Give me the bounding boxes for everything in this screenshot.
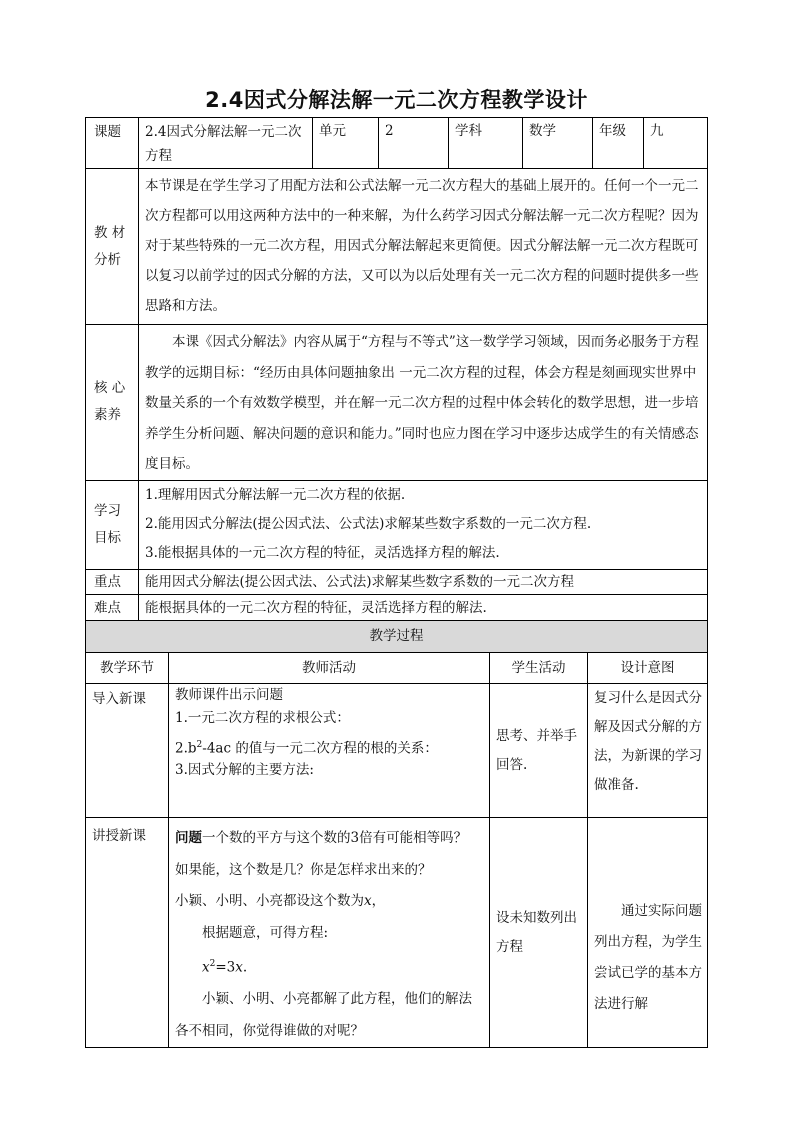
teacher-text: 小颖、小明、小亮都设这个数为 bbox=[175, 893, 364, 909]
core-label-line2: 素养 bbox=[94, 407, 121, 424]
col-header-student: 学生活动 bbox=[490, 653, 588, 684]
topic-value: 2.4因式分解法解一元二次方程 bbox=[139, 118, 313, 169]
variable: x bbox=[364, 893, 372, 909]
col-header-intent: 设计意图 bbox=[588, 653, 708, 684]
teacher-line: 小颖、小明、小亮都解了此方程，他们的解法各不相同，你觉得谁做的对呢？ bbox=[175, 991, 472, 1039]
teacher-text: 2.b bbox=[175, 740, 197, 757]
goals-row bbox=[86, 480, 708, 569]
teacher-activity-intro bbox=[169, 684, 490, 818]
teacher-line: 3.因式分解的主要方法: bbox=[175, 761, 314, 778]
key-text: 能用因式分解法(提公因式法、公式法)求解某些数字系数的一元二次方程 bbox=[139, 569, 708, 594]
process-row-intro bbox=[86, 684, 708, 818]
teacher-line bbox=[175, 734, 485, 761]
core-text: 本课《因式分解法》内容从属于“方程与不等式”这一数学学习领域，因而务必服务于方程教学的远期目标：“经历由具体问题抽象出 一元二次方程的过程，体会方程是刻画现实世界中数量关系的一个有效数学模型，并在解一元二次方程的过程中体会转化的数学思想，进一步培养学生分析问题、解决问题的意识和能力。”同时也应力图在学习中逐步达成学生的有关情感态度目标。 bbox=[139, 325, 708, 481]
grade-value: 九 bbox=[644, 118, 708, 169]
teacher-line: 教师课件出示问题 bbox=[175, 687, 283, 703]
stage-new: 讲授新课 bbox=[86, 818, 169, 1048]
teacher-line: 如果能，这个数是几？你是怎样求出来的？ bbox=[175, 861, 432, 878]
teacher-text: =3 bbox=[215, 959, 236, 976]
difficulty-row bbox=[86, 594, 708, 621]
student-activity-new: 设未知数列出方程 bbox=[490, 818, 588, 1048]
design-intent-new: 通过实际问题列出方程，为学生尝试已学的基本方法进行解 bbox=[588, 818, 708, 1048]
analysis-row bbox=[86, 169, 708, 325]
goals-label bbox=[86, 480, 139, 569]
analysis-label bbox=[86, 169, 139, 325]
process-heading: 教学过程 bbox=[86, 621, 708, 653]
student-activity-intro: 思考、并举手回答. bbox=[490, 684, 588, 818]
design-info-table bbox=[85, 117, 708, 622]
key-row bbox=[86, 569, 708, 594]
process-header-row bbox=[86, 653, 708, 684]
core-row bbox=[86, 325, 708, 481]
teacher-text: -4ac 的值与一元二次方程的根的关系： bbox=[202, 740, 438, 757]
process-row-new bbox=[86, 818, 708, 1048]
col-header-stage: 教学环节 bbox=[86, 653, 169, 684]
equation bbox=[175, 949, 485, 984]
goal-item: 1.理解用因式分解法解一元二次方程的依据. bbox=[145, 486, 406, 503]
process-heading-row bbox=[86, 621, 708, 653]
teaching-process-table bbox=[85, 620, 708, 1048]
variable: x bbox=[235, 959, 243, 976]
unit-label: 单元 bbox=[313, 118, 379, 169]
question-label: 问题 bbox=[175, 830, 202, 846]
key-label: 重点 bbox=[86, 569, 139, 594]
exponent: 2 bbox=[209, 959, 216, 969]
teacher-text: . bbox=[242, 959, 248, 976]
teacher-activity-new bbox=[169, 818, 490, 1048]
core-label-line1: 核 心 bbox=[94, 380, 126, 397]
teacher-line: 根据题意，可得方程: bbox=[202, 924, 329, 941]
subject-label: 学科 bbox=[449, 118, 523, 169]
analysis-label-line1: 教 材 bbox=[94, 224, 126, 241]
design-intent-intro: 复习什么是因式分解及因式分解的方法，为新课的学习做准备. bbox=[588, 684, 708, 818]
document-title: 2.4因式分解法解一元二次方程教学设计 bbox=[205, 88, 588, 112]
stage-intro: 导入新课 bbox=[86, 684, 169, 818]
difficulty-label: 难点 bbox=[86, 594, 139, 621]
teacher-line: 1.一元二次方程的求根公式： bbox=[175, 710, 350, 726]
difficulty-text: 能根据具体的一元二次方程的特征，灵活选择方程的解法. bbox=[139, 594, 708, 621]
subject-value: 数学 bbox=[523, 118, 593, 169]
goal-item: 3.能根据具体的一元二次方程的特征，灵活选择方程的解法. bbox=[145, 544, 500, 561]
col-header-teacher: 教师活动 bbox=[169, 653, 490, 684]
grade-label: 年级 bbox=[593, 118, 644, 169]
teacher-text: 一个数的平方与这个数的3倍有可能相等吗？ bbox=[202, 830, 468, 846]
analysis-label-line2: 分析 bbox=[94, 251, 121, 268]
analysis-text: 本节课是在学生学习了用配方法和公式法解一元二次方程大的基础上展开的。任何一个一元二次方程都可以用这两种方法中的一种来解，为什么药学习因式分解法解一元二次方程呢？因为对于某些特殊的一元二次方程，用因式分解法解起来更简便。因式分解法解一元二次方程既可以复习以前学过的因式分解的方法，又可以为以后处理有关一元二次方程的问题时提供多一些思路和方法。 bbox=[139, 169, 708, 325]
core-label bbox=[86, 325, 139, 481]
teacher-line bbox=[175, 823, 485, 855]
teacher-text: ， bbox=[371, 893, 386, 909]
goals-list bbox=[139, 480, 708, 569]
goals-label-line1: 学习 bbox=[94, 502, 121, 519]
variable: x bbox=[202, 959, 210, 976]
unit-value: 2 bbox=[379, 118, 449, 169]
exponent: 2 bbox=[196, 740, 203, 750]
topic-label: 课题 bbox=[86, 118, 139, 169]
goal-item: 2.能用因式分解法(提公因式法、公式法)求解某些数字系数的一元二次方程. bbox=[145, 515, 592, 532]
goals-label-line2: 目标 bbox=[94, 529, 121, 546]
info-row bbox=[86, 118, 708, 169]
teacher-line bbox=[175, 886, 485, 918]
